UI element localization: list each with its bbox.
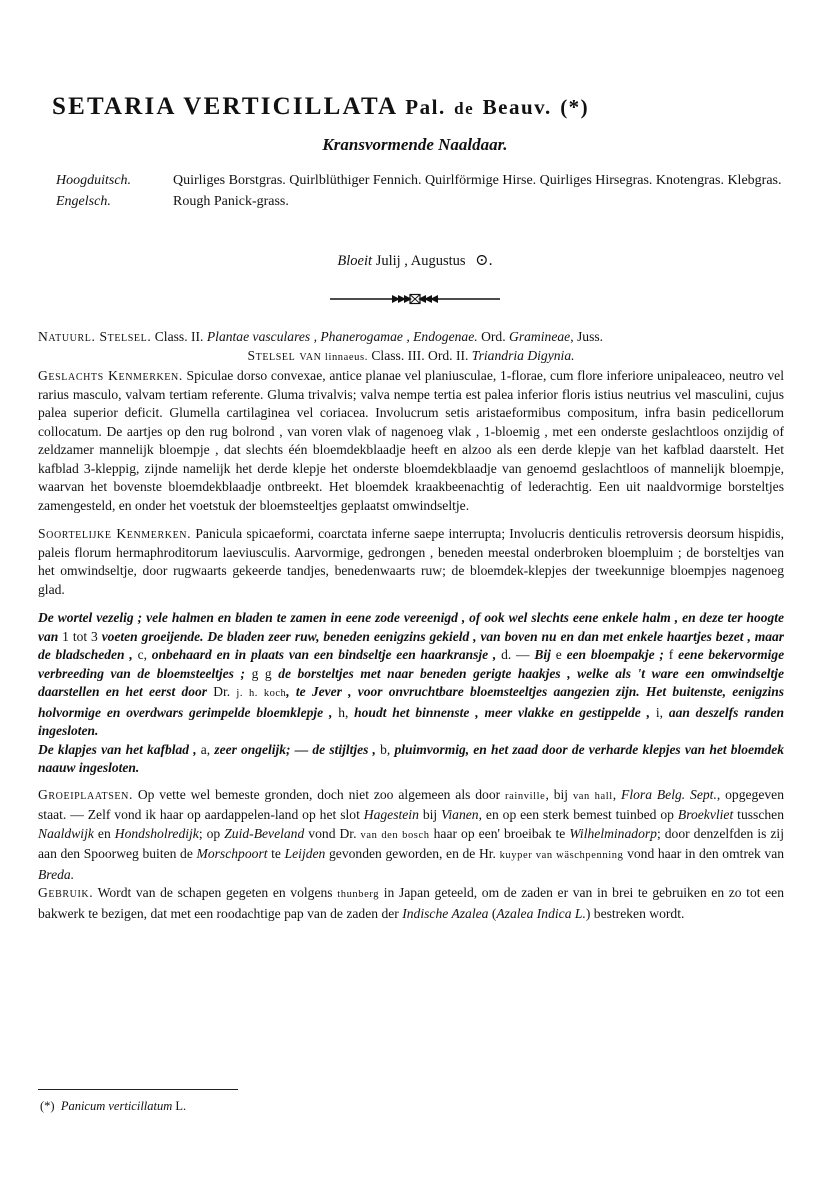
natural-system-label: Natuurl. Stelsel.	[38, 329, 152, 344]
figure-ref: g g	[251, 665, 272, 681]
habitat-text: bij	[422, 807, 438, 822]
description-paragraph-1	[38, 609, 784, 741]
desc-text: houdt het binnenste , meer vlakke en gestippelde ,	[354, 704, 650, 720]
title-footnote-ref[interactable]: (*)	[560, 95, 590, 119]
title-species-name: SETARIA VERTICILLATA	[52, 93, 397, 120]
habitat-text: gevonden geworden, en de Hr.	[328, 846, 496, 861]
figure-ref: f	[668, 647, 674, 662]
species-label: Soortelijke Kenmerken.	[38, 526, 192, 541]
habitat-text: te	[271, 846, 281, 861]
english-names-row	[56, 193, 796, 210]
habitat-text: ,	[612, 786, 617, 802]
ornament-divider	[330, 293, 500, 305]
place-name: Morschpoort	[196, 846, 268, 861]
footnote-mark: (*)	[40, 1099, 55, 1113]
person-name: van den bosch	[360, 829, 430, 841]
habitat-section	[38, 786, 784, 885]
place-name: Zuid-Beveland	[224, 825, 305, 841]
natural-system-ord-label: Ord.	[481, 329, 506, 344]
habitat-label: Groeiplaatsen.	[38, 786, 133, 802]
habitat-text: , en op een sterk bemest tuinbed op	[478, 807, 674, 822]
desc-text: zeer ongelijk; — de stijltjes ,	[214, 741, 376, 757]
figure-ref: b,	[380, 741, 391, 757]
linnaean-label: Stelsel van	[247, 347, 322, 363]
english-names: Rough Panick-grass.	[173, 194, 289, 209]
genus-characters	[38, 367, 784, 515]
page-title	[52, 92, 792, 124]
linnaean-name: Triandria Digynia.	[471, 347, 575, 363]
desc-text: De klapjes van het kafblad ,	[38, 741, 197, 757]
desc-text: pluimvormig, en het zaad door de verharde klepjes van het bloemdek naauw ingesloten.	[38, 741, 785, 775]
usage-text: (	[491, 905, 497, 921]
footnote-rule	[38, 1089, 238, 1090]
place-name: Hondsholredijk	[114, 825, 199, 841]
desc-text: De wortel vezelig ; vele halmen en bladen te zamen in eene zode vereenigd , of ook wel slechts eene enkele halm , en deze ter hoogte van	[38, 610, 784, 644]
description-paragraph-2	[38, 741, 784, 778]
habitat-text: , bij	[545, 786, 569, 802]
natural-system	[38, 328, 784, 347]
habitat-text: en	[97, 825, 111, 841]
german-label: Hoogduitsch.	[56, 173, 132, 188]
german-names-row	[56, 172, 796, 189]
desc-text: onbehaard en in plaats van een bindseltje een haarkransje ,	[151, 647, 497, 662]
english-label: Engelsch.	[56, 194, 111, 209]
desc-text: 1 tot 3	[62, 628, 98, 644]
habitat-text: vond haar in den omtrek van	[627, 846, 785, 861]
usage-label: Gebruik.	[38, 885, 94, 900]
footnote-author: L.	[175, 1099, 187, 1113]
title-authority-name: Beauv.	[482, 95, 552, 119]
desc-text: de borsteltjes met naar beneden gerigte haakjes , welke als 't ware een omwindseltje daarstellen en het eerst door	[38, 665, 785, 699]
place-name: Vianen	[441, 807, 479, 822]
figure-ref: i,	[655, 704, 663, 720]
place-name: Hagestein	[363, 807, 419, 822]
natural-system-names: Plantae vasculares , Phanerogamae , Endogenae.	[206, 329, 478, 344]
linnaean-system	[38, 347, 784, 368]
place-name: Wilhelminadorp	[569, 825, 657, 841]
genus-latin: Spiculae dorso convexae, antice planae vel planiusculae, 1-florae, cum flore inferiore unipaleaceo, neutro vel rarius masculo, valvam tertiam referente. Gluma trivalvis; valva nempe tertia est palea inferior floris istius neutrius vel masculini, cujus palea superior deficit. Glumella cartilaginea vel coriacea. Involucrum setis aristaeformibus compositum, infra basin pedicellorum collocatum.	[38, 368, 784, 439]
usage-text: Wordt van de schapen gegeten en volgens	[97, 885, 333, 900]
desc-text: een bloempakje ;	[566, 647, 664, 662]
bloom-months: Julij , Augustus	[375, 253, 466, 269]
annual-symbol-icon: ⊙.	[475, 252, 493, 269]
common-names	[56, 172, 796, 210]
bloom-label: Bloeit	[337, 253, 373, 269]
person-name: van hall	[572, 790, 613, 802]
desc-text: , te Jever , voor onvruchtbare bloemsteeltjes aangezien zijn. Het buitenste, eenigzins holvormige en overdwars gerimpelde bloemklepje ,	[38, 684, 785, 720]
footnote-text: Panicum verticillatum	[60, 1099, 173, 1113]
natural-system-ord-author: , Juss.	[570, 329, 604, 344]
usage-text: in Japan geteeld, om de zaden er van in brei te gebruiken en zo tot een bakwerk te bezigen, dat met een roodachtige pap van de zaden der	[38, 885, 785, 921]
usage-section	[38, 884, 784, 923]
species-latin: Panicula spicaeformi, coarctata inferne saepe interrupta; Involucris denticulis retroversis deorsum hispidis, paleis florum hermaphroditorum laeviusculis.	[38, 526, 784, 560]
linnaean-class: Class. III.	[371, 347, 425, 363]
desc-text: eene bekervormige verbreeding van de bloemsteeltjes ;	[38, 647, 785, 681]
desc-text: Bij	[534, 647, 551, 662]
figure-ref: c,	[137, 647, 147, 662]
figure-ref: h,	[338, 704, 349, 720]
title-authority: Pal.	[405, 95, 446, 119]
place-name: Naaldwijk	[38, 825, 94, 841]
person-name: kuyper van wäschpenning	[499, 850, 624, 861]
linnaean-author: linnaeus.	[324, 351, 368, 363]
person-name: rainville	[505, 790, 546, 802]
natural-system-class: Class. II.	[154, 329, 204, 344]
species-characters	[38, 525, 784, 599]
title-authority-particle: de	[454, 99, 475, 118]
desc-text: Dr.	[213, 684, 231, 699]
place-name: Leijden	[284, 846, 326, 861]
genus-dutch: De aartjes op den rug bolrond , van voren vlak of nagenoeg vlak , 1-bloemig , met een onderste geslachtloos onzijdig of zeldzamer mannelijk bloempje , dat slechts één bloemdekblaadje heeft en alzoo als een derde klepje van het kafblad daarstelt. Het kafblad 3-kleppig, zijnde namelijk het derde klepje het onderste bloemdekblaadje van genoemd geslachtloos of mannelijk bloempje, waarvan het bovenste bloemdekblaadje ontbreekt. Het bloemdek kraakbeenachtig of lederachtig. Een uit naaldvormige borsteltjes zamengesteld, en onder het voetstuk der bloemsteeltjes geplaatst omwindseltje.	[38, 423, 784, 513]
work-title: Flora Belg. Sept.	[621, 786, 717, 802]
flowering-time	[0, 252, 830, 270]
plant-name: Azalea Indica L.	[496, 905, 586, 921]
main-text	[38, 328, 784, 923]
habitat-text: ; op	[198, 825, 221, 841]
vernacular-name: Kransvormende Naaldaar.	[322, 135, 508, 154]
place-name: Broekvliet	[677, 807, 734, 822]
german-names: Quirliges Borstgras. Quirlblüthiger Fennich. Quirlförmige Hirse. Quirliges Hirsegras. Knotengras. Klebgras.	[173, 173, 782, 188]
linnaean-ord: Ord. II.	[428, 347, 469, 363]
habitat-text: haar op een' broeibak te	[433, 825, 566, 841]
desc-text: aan deszelfs randen ingesloten.	[38, 704, 785, 738]
habitat-text: vond Dr.	[308, 825, 357, 841]
person-name: thunberg	[337, 889, 380, 900]
species-dutch: Aarvormige, gedrongen , beneden meestal onderbroken bloempluim ; de borsteltjes van het omwindseltje, door rugwaarts gekeerde tandjes, benedenwaarts ruw; de bloemdek-klepjes der tweekunnige bloempjes nagenoeg glad.	[38, 544, 784, 597]
habitat-text: Op vette wel bemeste gronden, doch niet zoo algemeen als door	[137, 786, 501, 802]
habitat-text: , opgegeven staat. — Zelf vond ik haar op aardappelen-land op het slot	[38, 786, 784, 822]
place-name: Breda.	[38, 866, 75, 882]
habitat-text: tusschen	[737, 807, 784, 822]
usage-text: ) bestreken wordt.	[585, 905, 685, 921]
person-name: j. h. koch	[236, 688, 287, 699]
figure-ref: a,	[200, 741, 211, 757]
natural-system-ord-name: Gramineae	[509, 329, 571, 344]
genus-label: Geslachts Kenmerken.	[38, 368, 183, 383]
figure-ref: e	[555, 647, 562, 662]
desc-text: voeten groeijende. De bladen zeer ruw, beneden eenigzins gekield , van boven nu en dan met enkele haartjes bezet , maar de bladscheden ,	[38, 628, 784, 662]
habitat-text: ; door denzelfden is zij aan den Spoorweg buiten de	[38, 825, 784, 861]
plant-name: Indische Azalea	[402, 905, 489, 921]
footnote	[40, 1098, 186, 1114]
figure-ref: d. —	[501, 647, 530, 662]
